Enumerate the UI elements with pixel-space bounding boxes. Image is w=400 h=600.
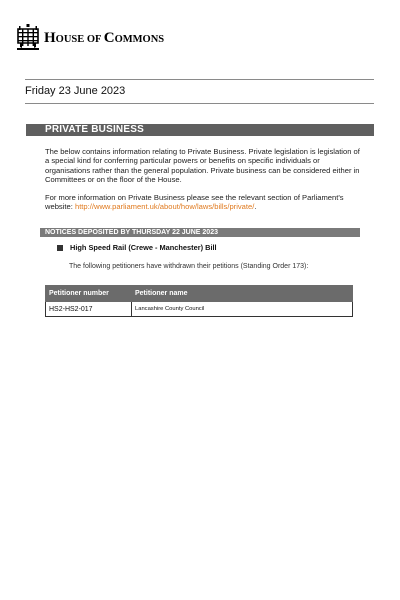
table-header-row <box>46 286 353 302</box>
petitioners-table <box>45 285 353 317</box>
page-date: Friday 23 June 2023 <box>25 85 126 97</box>
more-info-paragraph <box>45 193 365 212</box>
header-petitioner-number: Petitioner number <box>46 286 132 302</box>
petitioner-number-cell: HS2-HS2-017 <box>46 302 132 317</box>
petition-note: The following petitioners have withdrawn their petitions (Standing Order 173): <box>69 263 309 270</box>
date-divider <box>25 103 374 104</box>
header-petitioner-name: Petitioner name <box>132 286 353 302</box>
parliament-link[interactable]: http://www.parliament.uk/about/how/laws/bills/private/ <box>74 202 255 212</box>
more-info-text: For more information on Private Business please see the relevant section of Parliament's website: <box>45 193 344 212</box>
notices-heading: NOTICES DEPOSITED BY THURSDAY 22 JUNE 2023 <box>40 228 360 237</box>
top-divider <box>25 79 374 80</box>
portcullis-icon <box>17 24 39 50</box>
square-bullet-icon <box>57 245 63 251</box>
private-business-intro: The below contains information relating to Private Business. Private legislation is legislation of a special kind for conferring particular powers or benefits on specific individuals or organisations rather than the general population. Private business can be considered either in Committees or on the floor of the House. <box>45 147 360 185</box>
bill-title: High Speed Rail (Crewe - Manchester) Bill <box>70 243 217 252</box>
section-heading: PRIVATE BUSINESS <box>26 124 374 136</box>
bill-heading <box>57 243 217 252</box>
table-row <box>46 302 353 317</box>
house-of-commons-logo <box>17 24 164 50</box>
link-suffix: . <box>254 202 257 212</box>
logo-text: HOUSE OF COMMONS <box>44 29 165 46</box>
petitioner-name-cell: Lancashire County Council <box>132 302 353 317</box>
